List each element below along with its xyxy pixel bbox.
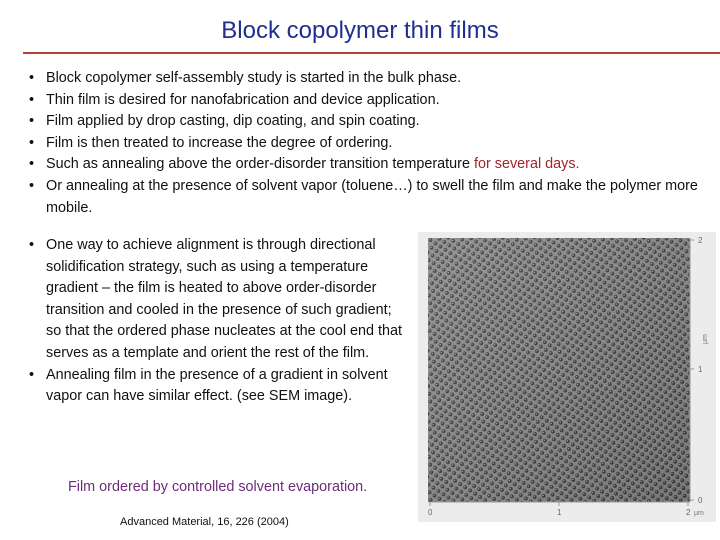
bullet-item: • One way to achieve alignment is through directional solidification strategy, such as using a temperature gradient – the film is heated to above order-disorder transition and cooled in the presence of such gradient; so that the ordered phase nucleates at the cool end that serves as a template and orient the rest of the film. (28, 235, 408, 365)
lower-bullet-list (28, 235, 408, 408)
sem-y-tick: 2 (698, 236, 703, 245)
highlight-duration: for several days. (473, 156, 580, 173)
sem-unit-label: μm (694, 510, 704, 517)
bullet-item-annealing (28, 154, 708, 176)
bullet-item: • Block copolymer self-assembly study is started in the bulk phase. (28, 68, 708, 90)
bullet-item: • Film applied by drop casting, dip coating, and spin coating. (28, 111, 708, 133)
bullet-item: • Film is then treated to increase the degree of ordering. (28, 133, 708, 155)
figure-caption: Film ordered by controlled solvent evaporation. (68, 479, 368, 495)
sem-unit-label: μm (702, 334, 709, 344)
sem-y-tick: 1 (698, 365, 703, 374)
slide-title: Block copolymer thin films (221, 17, 499, 44)
bullet-item: • Thin film is desired for nanofabrication and device application. (28, 90, 708, 112)
bullet-annealing-text: Such as annealing above the order-disorder transition temperature (46, 156, 474, 173)
sem-x-tick: 0 (428, 508, 433, 517)
bullet-item: • Or annealing at the presence of solvent vapor (toluene…) to swell the film and make the polymer more mobile. (28, 176, 708, 219)
citation: Advanced Material, 16, 226 (2004) (120, 516, 289, 528)
sem-y-tick: 0 (698, 496, 703, 505)
bullet-item: • Annealing film in the presence of a gradient in solvent vapor can have similar effect. (see SEM image). (28, 365, 408, 408)
sem-x-tick: 1 (557, 508, 562, 517)
sem-image (418, 232, 716, 522)
sem-x-tick: 2 (686, 508, 691, 517)
upper-bullet-list (28, 68, 708, 219)
title-divider (23, 52, 720, 54)
